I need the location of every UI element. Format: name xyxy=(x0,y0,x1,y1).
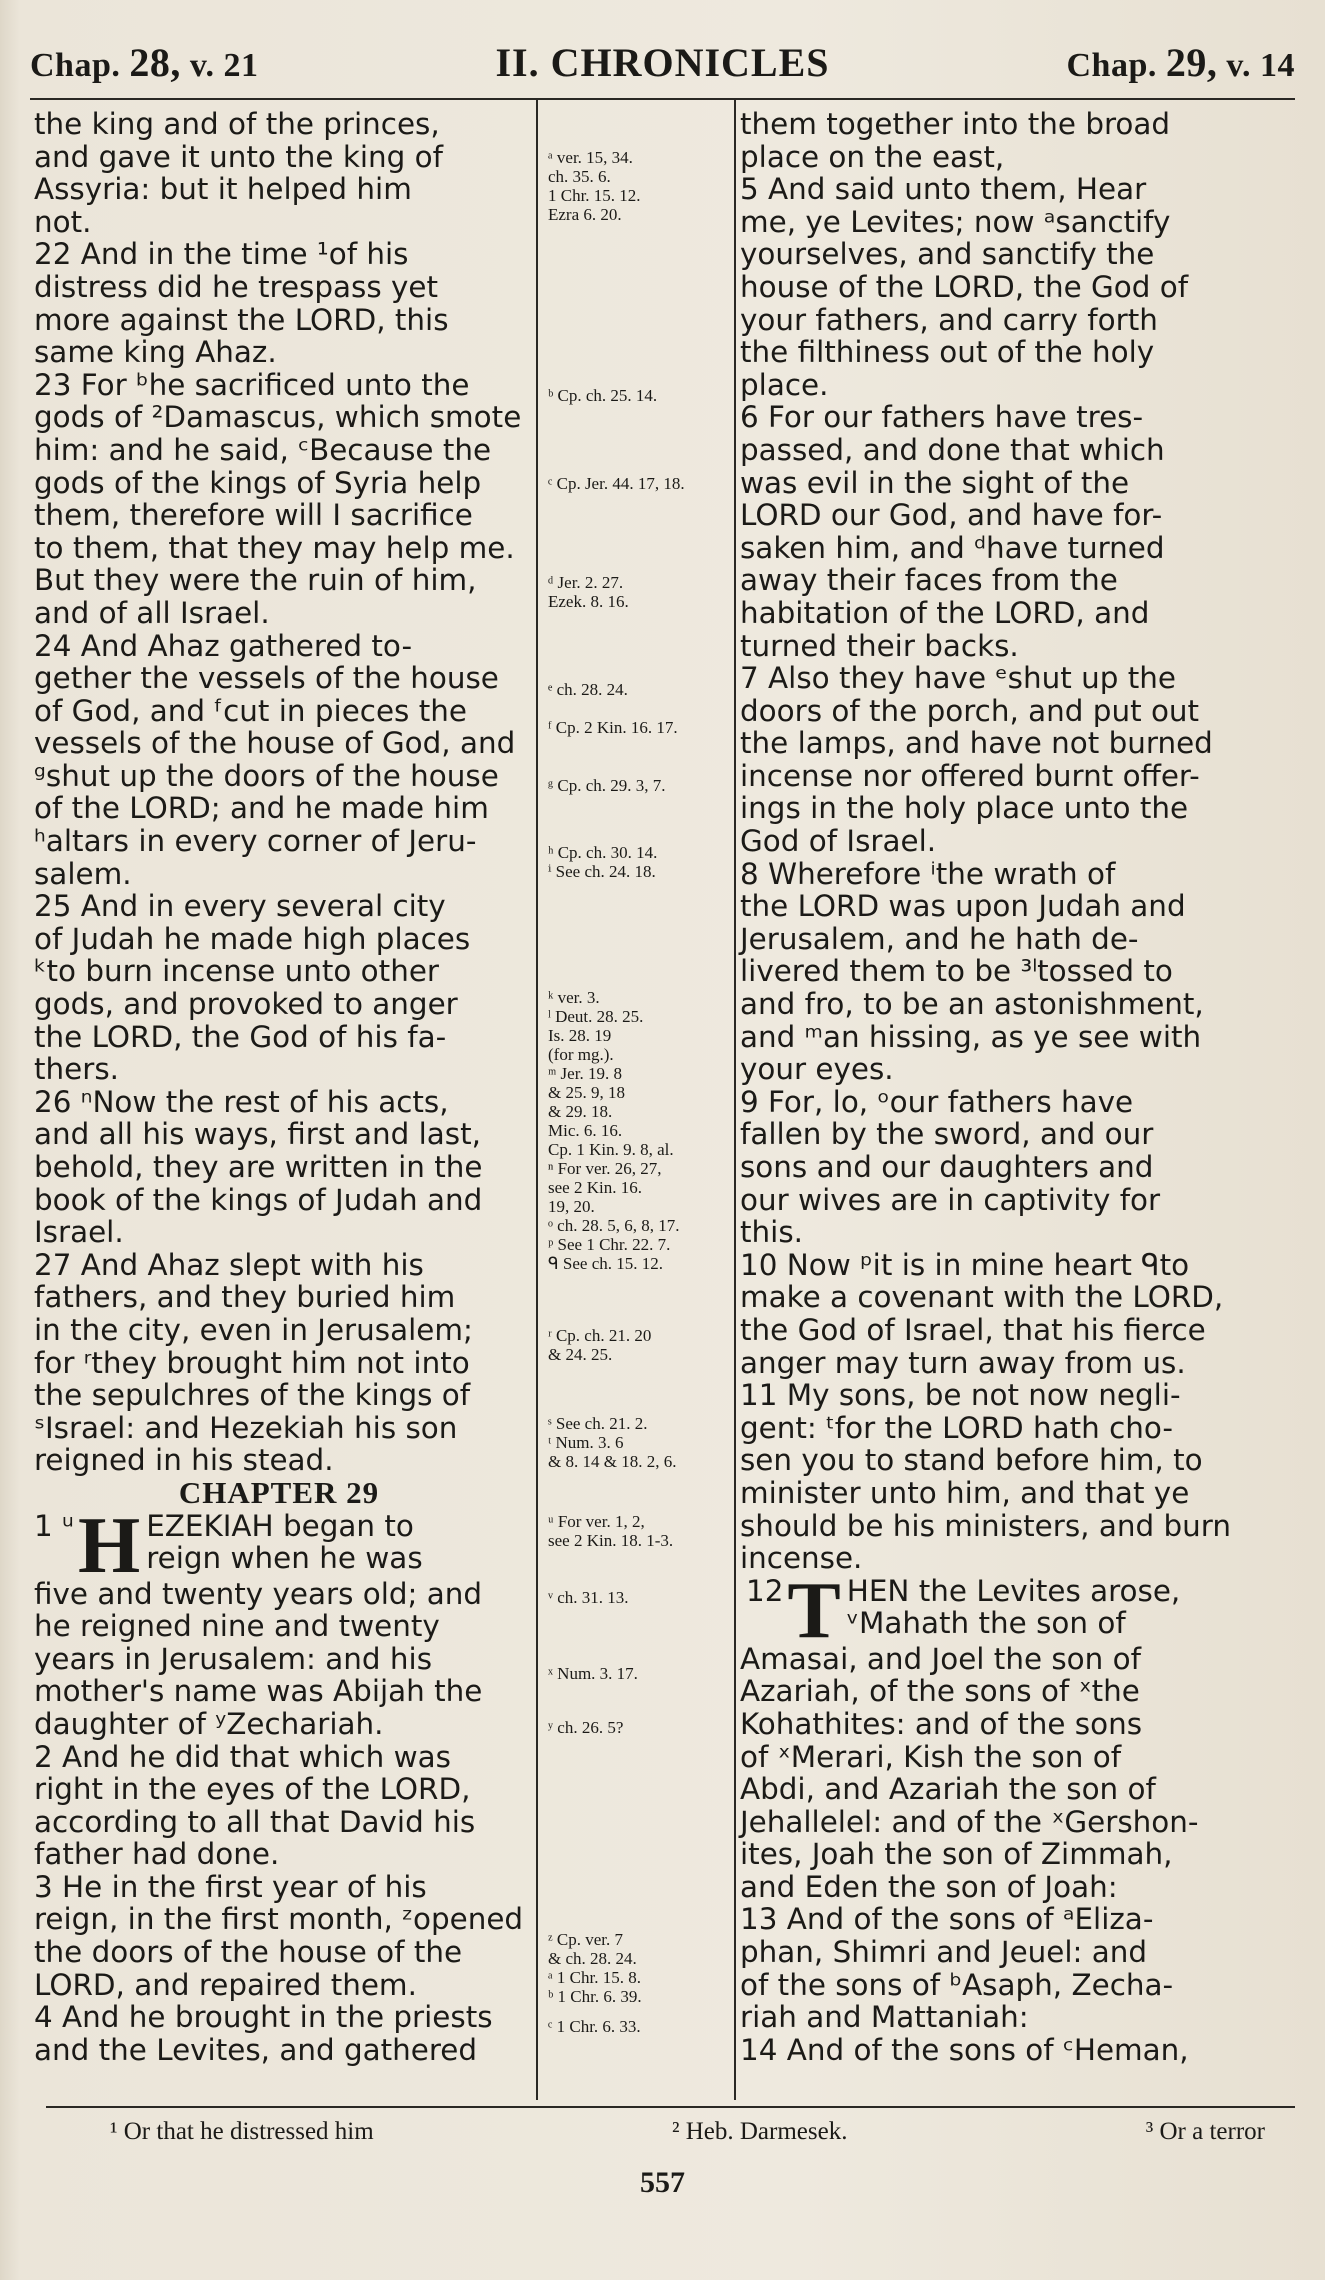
right-line-a-8: the filthiness out of the holy xyxy=(740,335,1155,370)
right-line-b-2: Azariah, of the sons of ˣthe xyxy=(740,1674,1140,1709)
left-line-a-42: reigned in his stead. xyxy=(34,1443,334,1478)
right-line-a-19: doors of the porch, and put out xyxy=(740,693,1200,728)
right-line-a-11: passed, and done that which xyxy=(740,432,1165,467)
left-line-b-5: daughter of ʸZechariah. xyxy=(34,1706,384,1741)
right-line-a-41: gent: ᵗfor the LORD hath cho- xyxy=(740,1410,1174,1445)
left-line-a-29: the LORD, the God of his fa- xyxy=(34,1019,447,1054)
right-line-a-18: 7 Also they have ᵉshut up the xyxy=(740,661,1176,696)
right-line-a-36: 10 Now ᵖit is in mine heart ᑫto xyxy=(740,1247,1190,1282)
left-line-a-40: the sepulchres of the kings of xyxy=(34,1378,471,1413)
right-line-a-30: your eyes. xyxy=(740,1052,894,1087)
header-right-prefix: Chap. xyxy=(1066,46,1157,84)
left-line-b-4: mother's name was Abijah the xyxy=(34,1674,483,1709)
footnote-1: ¹ Or that he distressed him xyxy=(110,2118,374,2145)
left-line-b-2: he reigned nine and twenty xyxy=(34,1609,440,1644)
right-line-b-5: Abdi, and Azariah the son of xyxy=(740,1772,1156,1807)
footer-rule xyxy=(46,2106,1295,2108)
right-line-a-25: the LORD was upon Judah and xyxy=(740,889,1186,924)
left-line-a-20: vessels of the house of God, and xyxy=(34,726,516,761)
left-line-a-36: 27 And Ahaz slept with his xyxy=(34,1247,424,1282)
right-line-b-9: 13 And of the sons of ᵃEliza- xyxy=(740,1902,1154,1937)
right-line-a-7: your fathers, and carry forth xyxy=(740,302,1158,337)
verse-12-number: 12 xyxy=(746,1573,784,1608)
left-line-b-1: five and twenty years old; and xyxy=(34,1576,483,1611)
left-line-b-8: according to all that David his xyxy=(34,1804,476,1839)
right-lines-b xyxy=(740,1643,1246,2067)
right-line-a-21: incense nor offered burnt offer- xyxy=(740,758,1200,793)
right-text-column xyxy=(740,108,1246,2066)
left-line-a-33: behold, they are written in the xyxy=(34,1150,483,1184)
verse-1-number: 1 ᵘ xyxy=(34,1508,74,1543)
left-line-a-32: and all his ways, first and last, xyxy=(34,1117,481,1152)
verse-12-line-1: HEN the Levites arose, xyxy=(846,1573,1181,1608)
column-divider-left xyxy=(536,100,538,2100)
right-line-a-27: livered them to be ³ˡtossed to xyxy=(740,954,1173,989)
footnote-2: ² Heb. Darmesek. xyxy=(671,2118,848,2145)
book-title: II. CHRONICLES xyxy=(495,39,830,85)
header-right-verse: v. 14 xyxy=(1226,46,1295,84)
right-line-a-15: away their faces from the xyxy=(740,563,1118,598)
right-line-b-13: 14 And of the sons of ᶜHeman, xyxy=(740,2032,1189,2067)
left-line-a-17: 24 And Ahaz gathered to- xyxy=(34,628,413,663)
right-line-a-17: turned their backs. xyxy=(740,628,1019,663)
right-line-a-9: place. xyxy=(740,367,829,402)
right-line-a-43: minister unto him, and that ye xyxy=(740,1475,1190,1510)
left-line-b-12: the doors of the house of the xyxy=(34,1935,463,1970)
left-line-a-13: them, therefore will I sacrifice xyxy=(34,498,473,533)
cross-reference: ᶜ Cp. Jer. 44. 17, 18. xyxy=(548,474,685,493)
header-left-chapter: 28, xyxy=(129,39,181,85)
cross-reference: ᵈ Jer. 2. 27. Ezek. 8. 16. xyxy=(548,573,629,611)
left-line-a-22: of the LORD; and he made him xyxy=(34,791,489,826)
left-line-a-41: ˢIsrael: and Hezekiah his son xyxy=(34,1410,458,1445)
right-line-b-8: and Eden the son of Joah: xyxy=(740,1869,1118,1904)
header-right-reference xyxy=(1066,39,1295,86)
left-line-a-27: ᵏto burn incense unto other xyxy=(34,954,439,989)
left-line-a-19: of God, and ᶠcut in pieces the xyxy=(34,693,467,728)
left-line-a-37: fathers, and they buried him xyxy=(34,1280,456,1315)
right-line-a-3: 5 And said unto them, Hear xyxy=(740,172,1147,207)
left-lines-a xyxy=(34,108,524,1477)
left-line-a-18: gether the vessels of the house xyxy=(34,661,499,696)
left-line-a-16: and of all Israel. xyxy=(34,595,270,630)
footnotes xyxy=(110,2118,1265,2158)
cross-reference: ᶻ Cp. ver. 7 & ch. 28. 24. ᵃ 1 Chr. 15. 8. ᵇ 1 Chr. 6. 39. xyxy=(548,1930,642,2006)
left-line-b-14: 4 And he brought in the priests xyxy=(34,2000,493,2035)
left-line-a-30: thers. xyxy=(34,1052,119,1087)
left-line-a-35: Israel. xyxy=(34,1215,124,1250)
right-line-a-31: 9 For, lo, ᵒour fathers have xyxy=(740,1084,1134,1119)
cross-reference: ᶜ 1 Chr. 6. 33. xyxy=(548,2017,641,2036)
cross-reference: ᵉ ch. 28. 24. xyxy=(548,680,628,699)
left-line-a-38: in the city, even in Jerusalem; xyxy=(34,1312,473,1347)
right-line-b-10: phan, Shimri and Jeuel: and xyxy=(740,1935,1148,1970)
left-line-a-6: distress did he trespass yet xyxy=(34,269,439,304)
right-line-a-12: was evil in the sight of the xyxy=(740,465,1130,500)
dropcap-h: H xyxy=(77,1501,141,1590)
right-line-a-1: them together into the broad xyxy=(740,107,1171,141)
left-line-a-28: gods, and provoked to anger xyxy=(34,987,458,1022)
verse-1-opening xyxy=(34,1501,524,1590)
left-line-b-13: LORD, and repaired them. xyxy=(34,1967,417,2002)
left-line-b-15: and the Levites, and gathered xyxy=(34,2032,478,2067)
left-text-column xyxy=(34,108,524,2066)
footnote-3: ³ Or a terror xyxy=(1145,2118,1265,2145)
verse-12-opening xyxy=(740,1566,1246,1655)
right-line-a-10: 6 For our fathers have tres- xyxy=(740,400,1144,435)
left-line-a-15: But they were the ruin of him, xyxy=(34,563,477,598)
right-line-b-4: of ˣMerari, Kish the son of xyxy=(740,1739,1122,1774)
right-line-b-3: Kohathites: and of the sons xyxy=(740,1706,1143,1741)
left-line-a-8: same king Ahaz. xyxy=(34,335,277,370)
right-line-a-5: yourselves, and sanctify the xyxy=(740,237,1155,272)
right-line-b-7: ites, Joah the son of Zimmah, xyxy=(740,1837,1173,1872)
cross-reference: ᵏ ver. 3. ˡ Deut. 28. 25. Is. 28. 19 (for mg.). ᵐ Jer. 19. 8 & 25. 9, 18 & 29. 18. Mic. 6. 16. Cp. 1 Kin. 9. 8, al. ⁿ For ver. 26, 27, see 2 Kin. 16. 19, 20. ᵒ ch. 28. 5, 6, 8, 17. ᵖ See 1 Chr. 22. 7. ᑫ See ch. 15. 12. xyxy=(548,988,680,1273)
cross-reference: ˢ See ch. 21. 2. ᵗ Num. 3. 6 & 8. 14 & 18. 2, 6. xyxy=(548,1414,677,1471)
left-line-a-2: and gave it unto the king of xyxy=(34,139,443,174)
right-line-a-28: and fro, to be an astonishment, xyxy=(740,987,1204,1022)
right-line-a-34: our wives are in captivity for xyxy=(740,1182,1161,1217)
right-line-a-44: should be his ministers, and burn xyxy=(740,1508,1231,1543)
left-line-a-21: ᵍshut up the doors of the house xyxy=(34,758,499,793)
dropcap-t: T xyxy=(787,1566,841,1655)
right-line-a-37: make a covenant with the LORD, xyxy=(740,1280,1224,1315)
verse-12-line-2: ᵛMahath the son of xyxy=(846,1606,1126,1641)
right-line-b-12: riah and Mattaniah: xyxy=(740,2000,1029,2035)
left-line-a-26: of Judah he made high places xyxy=(34,921,471,956)
right-line-a-35: this. xyxy=(740,1215,803,1250)
right-line-a-6: house of the LORD, the God of xyxy=(740,269,1189,304)
left-line-a-31: 26 ⁿNow the rest of his acts, xyxy=(34,1084,449,1119)
left-line-a-3: Assyria: but it helped him xyxy=(34,172,412,207)
left-line-b-3: years in Jerusalem: and his xyxy=(34,1641,433,1676)
left-line-a-10: gods of ²Damascus, which smote xyxy=(34,400,522,435)
header-left-reference xyxy=(30,39,259,86)
header-left-verse: v. 21 xyxy=(189,46,259,84)
column-divider-right xyxy=(734,100,736,2100)
cross-reference: ᶠ Cp. 2 Kin. 16. 17. xyxy=(548,718,678,737)
right-lines-a xyxy=(740,108,1246,1575)
left-line-a-4: not. xyxy=(34,204,92,239)
left-line-a-7: more against the LORD, this xyxy=(34,302,449,337)
left-line-a-25: 25 And in every several city xyxy=(34,889,446,924)
header-right-chapter: 29, xyxy=(1165,39,1218,85)
left-line-a-5: 22 And in the time ¹of his xyxy=(34,237,409,272)
left-line-a-9: 23 For ᵇhe sacrificed unto the xyxy=(34,367,470,402)
right-line-a-29: and ᵐan hissing, as ye see with xyxy=(740,1019,1202,1054)
right-line-a-13: LORD our God, and have for- xyxy=(740,498,1163,533)
right-line-a-39: anger may turn away from us. xyxy=(740,1345,1186,1380)
right-line-b-6: Jehallelel: and of the ˣGershon- xyxy=(740,1804,1199,1839)
header-rule xyxy=(30,98,1295,100)
cross-reference: ᵍ Cp. ch. 29. 3, 7. xyxy=(548,776,666,795)
right-line-a-22: ings in the holy place unto the xyxy=(740,791,1189,826)
cross-reference: ʸ ch. 26. 5? xyxy=(548,1718,624,1737)
right-line-a-45: incense. xyxy=(740,1541,863,1576)
right-line-a-16: habitation of the LORD, and xyxy=(740,595,1150,630)
right-line-a-4: me, ye Levites; now ᵃsanctify xyxy=(740,204,1171,239)
cross-reference: ᵇ Cp. ch. 25. 14. xyxy=(548,386,658,405)
left-line-a-39: for ʳthey brought him not into xyxy=(34,1345,470,1380)
verse-1-line-2: reign when he was xyxy=(146,1541,423,1576)
chapter-heading: CHAPTER 29 xyxy=(178,1474,380,1510)
right-line-a-40: 11 My sons, be not now negli- xyxy=(740,1378,1181,1413)
left-line-b-11: reign, in the first month, ᶻopened xyxy=(34,1902,524,1937)
left-line-a-11: him: and he said, ᶜBecause the xyxy=(34,432,492,467)
cross-reference: ˣ Num. 3. 17. xyxy=(548,1664,638,1683)
left-line-a-14: to them, that they may help me. xyxy=(34,530,515,565)
right-line-b-1: Amasai, and Joel the son of xyxy=(740,1641,1141,1676)
right-line-b-11: of the sons of ᵇAsaph, Zecha- xyxy=(740,1967,1174,2002)
header-left-prefix: Chap. xyxy=(30,46,121,84)
right-line-a-26: Jerusalem, and he hath de- xyxy=(740,921,1139,956)
left-line-b-9: father had done. xyxy=(34,1837,280,1872)
right-line-a-14: saken him, and ᵈhave turned xyxy=(740,530,1165,565)
right-line-a-33: sons and our daughters and xyxy=(740,1150,1154,1184)
running-header xyxy=(30,36,1295,88)
page-number: 557 xyxy=(640,2166,685,2199)
cross-reference: ᵘ For ver. 1, 2, see 2 Kin. 18. 1-3. xyxy=(548,1512,674,1550)
left-line-a-1: the king and of the princes, xyxy=(34,107,440,141)
right-line-a-20: the lamps, and have not burned xyxy=(740,726,1213,761)
right-line-a-2: place on the east, xyxy=(740,139,1005,174)
right-line-a-38: the God of Israel, that his fierce xyxy=(740,1312,1206,1347)
left-lines-b xyxy=(34,1578,524,2067)
left-line-a-34: book of the kings of Judah and xyxy=(34,1182,483,1217)
verse-1-line-1: EZEKIAH began to xyxy=(146,1508,414,1543)
right-line-a-23: God of Israel. xyxy=(740,824,937,859)
cross-reference: ʰ Cp. ch. 30. 14. ⁱ See ch. 24. 18. xyxy=(548,843,658,881)
right-line-a-24: 8 Wherefore ⁱthe wrath of xyxy=(740,856,1116,891)
left-line-a-23: ʰaltars in every corner of Jeru- xyxy=(34,824,477,859)
left-line-a-24: salem. xyxy=(34,856,132,891)
left-line-a-12: gods of the kings of Syria help xyxy=(34,465,482,500)
cross-reference: ʳ Cp. ch. 21. 20 & 24. 25. xyxy=(548,1326,652,1364)
right-line-a-42: sen you to stand before him, to xyxy=(740,1443,1203,1478)
cross-reference: ᵛ ch. 31. 13. xyxy=(548,1588,629,1607)
left-line-b-6: 2 And he did that which was xyxy=(34,1739,451,1774)
left-line-b-7: right in the eyes of the LORD, xyxy=(34,1772,471,1807)
cross-reference: ᵃ ver. 15, 34. ch. 35. 6. 1 Chr. 15. 12. Ezra 6. 20. xyxy=(548,148,641,224)
right-line-a-32: fallen by the sword, and our xyxy=(740,1117,1154,1152)
left-line-b-10: 3 He in the first year of his xyxy=(34,1869,427,1904)
